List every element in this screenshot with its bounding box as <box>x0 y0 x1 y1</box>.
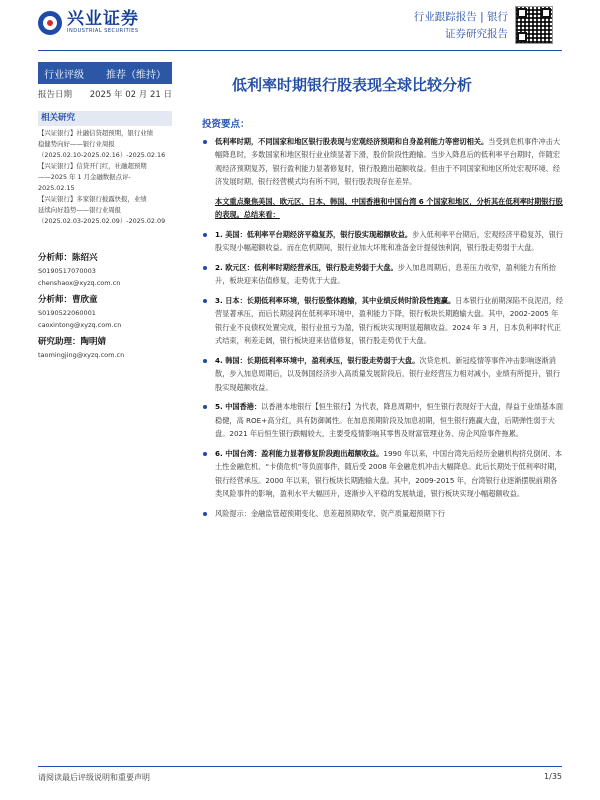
finding-item <box>202 400 564 441</box>
investment-heading: 投资要点： <box>202 119 250 130</box>
bullet-icon <box>203 405 207 409</box>
analyst-1 <box>38 252 176 289</box>
page-title: 低利率时期银行股表现全球比较分析 <box>232 76 473 94</box>
page-number: 1/35 <box>544 772 562 781</box>
bullet-icon <box>203 299 207 303</box>
analyst-name: 分析师：陈绍兴 <box>38 253 98 263</box>
finding-text: 步入低利率平台期后，宏观经济平稳复苏，银行股实现小幅超额收益。而在危机期间，银行业加大坏账和准备金计提侵蚀利润，银行股走势弱于大盘。 <box>215 229 564 252</box>
summary-paragraph <box>202 135 564 189</box>
related-item[interactable]: ——2025 年 1 月金融数据点评- <box>38 173 131 181</box>
related-item[interactable]: 【兴证银行】多家银行披露快报，业绩 <box>38 195 147 203</box>
related-item[interactable]: （2025.02.10-2025.02.16）-2025.02.16 <box>38 151 166 159</box>
related-item[interactable]: 稳健势向好——银行业周报 <box>38 140 115 148</box>
logo-en-text: INDUSTRIAL SECURITIES <box>67 28 139 34</box>
analyst-name: 研究助理：陶明婧 <box>38 337 107 347</box>
industry-rating <box>38 62 172 84</box>
finding-text: 1990 年以来，中国台湾先后经历金融机构挤兑倒闭、本土性金融危机、“卡债危机”等负面事件，随后受 2008 年金融危机冲击大幅降息。此后长期处于低利率时期，银行经营承压。2000 年以来，银行板块长期跑输大盘。其中，2009-2015 年，台湾银行业逐渐摆脱前期各类风险事件的影响，盈利水平大幅回升，逐渐步入平稳的发展轨道，银行板块实现小幅超额收益。 <box>215 448 563 498</box>
analyst-name: 分析师：曹欣童 <box>38 295 98 305</box>
analyst-email[interactable]: caoxintong@xyzq.com.cn <box>38 321 122 329</box>
finding-bold: 1. 美国：低利率平台期经济平稳复苏，银行股实现超额收益。 <box>215 229 413 239</box>
analyst-2 <box>38 294 176 331</box>
related-item[interactable]: 延续向好趋势——银行业周报 <box>38 206 122 214</box>
page-header <box>0 0 600 46</box>
header-divider <box>38 50 562 51</box>
finding-text: 以香港本地银行【恒生银行】为代表，降息周期中，恒生银行表现好于大盘，得益于业绩基本面稳健，高 ROE+高分红，具有防御属性。在加息预期阶段及加息初期，恒生银行跑赢大盘，后期弹性弱于大盘。2021 年后恒生银行跌幅较大，主要受疫情影响其零售及财富管理业务、房企风险事件拖累。 <box>215 402 564 438</box>
related-item[interactable]: 【兴证银行】社融信贷超预期，银行业绩 <box>38 129 154 137</box>
focus-statement: 本文重点聚焦美国、欧元区、日本、韩国、中国香港和中国台湾 6 个国家和地区，分析其在低利率时期银行股的表现。总结来看： <box>215 196 563 219</box>
risk-warning <box>202 507 564 521</box>
logo-icon <box>38 11 62 35</box>
bullet-icon <box>203 266 207 270</box>
company-logo <box>38 10 139 35</box>
report-type-line: 行业跟踪报告 | 银行 <box>413 11 508 23</box>
finding-text: 日本银行业前期深陷不良泥沼，经营显著承压，而后长期浸润在低利率环境中，盈利能力下降，银行板块长期跑输大盘。其中，2002-2005 年银行业不良债权处置完成，银行业扭亏为盈，银行板块实现明显超额收益。2024 年 3 月，日本负利率时代正式结束，利差走阔，银行板块迎来估值修复，银行股走势优于大盘。 <box>215 295 564 345</box>
report-subtitle: 证券研究报告 <box>445 28 508 40</box>
related-research-list <box>38 128 176 227</box>
rating-value: 推荐（维持） <box>106 69 166 81</box>
bullet-icon <box>203 140 207 144</box>
finding-item <box>202 294 564 348</box>
analyst-id: S0190522060001 <box>38 309 96 317</box>
main-content <box>202 118 564 520</box>
report-type-block <box>398 10 508 41</box>
report-date-value: 2025 年 02 月 21 日 <box>89 90 172 100</box>
related-item[interactable]: 2025.02.15 <box>38 184 75 192</box>
finding-item <box>202 261 564 288</box>
report-industry: 银行 <box>487 11 508 23</box>
finding-item <box>202 228 564 255</box>
finding-text: 次贷危机、新冠疫情等事件冲击影响逐渐消散，步入加息周期后，以及韩国经济步入高质量发展阶段后，银行业经营压力相对减小，业绩有所提升，银行股实现超额收益。 <box>215 355 561 392</box>
qr-code-icon <box>515 6 553 44</box>
analyst-id: S0190517070003 <box>38 267 96 275</box>
finding-item <box>202 447 564 501</box>
bullet-icon <box>203 233 207 237</box>
report-date-label: 报告日期 <box>38 90 73 100</box>
footer-divider <box>38 766 562 767</box>
analyst-3 <box>38 336 176 361</box>
finding-text: 步入加息周期后，息差压力收窄，盈利能力有所抬升，板块迎来估值修复，走势优于大盘。 <box>215 262 556 285</box>
related-item[interactable]: （2025.02.03-2025.02.09）-2025.02.09 <box>38 217 166 225</box>
summary-bold: 低利率时期，不同国家和地区银行股表现与宏观经济预期和自身盈利能力等密切相关。 <box>215 136 489 146</box>
bullet-icon <box>203 359 207 363</box>
analyst-email[interactable]: chenshaox@xyzq.com.cn <box>38 279 121 287</box>
risk-text: 风险提示：金融监管超预期变化、息差超预期收窄、资产质量超预期下行 <box>215 508 446 518</box>
finding-bold: 3. 日本：长期低利率环境，银行股整体跑输，其中业绩反转时阶段性跑赢。 <box>215 295 456 305</box>
related-research-heading: 相关研究 <box>38 111 172 126</box>
footer-disclaimer: 请阅读最后评级说明和重要声明 <box>38 773 150 782</box>
finding-bold: 4. 韩国：长期低利率环境中，盈利承压，银行股走势弱于大盘。 <box>215 355 420 365</box>
logo-cn-text: 兴业证券 <box>67 9 139 29</box>
finding-bold: 5. 中国香港： <box>215 402 262 411</box>
finding-item <box>202 354 564 395</box>
summary-text: 当受到危机事件冲击大幅降息时，多数国家和地区银行业业绩显著下滑，股价阶段性跑输。当步入降息后的低利率平台期时，伴随宏观经济预期复苏，银行盈利能力显著修复时，银行股跑出超额收益。但由于不同国家和地区所处宏观环境、经济发展时期、银行经营模式均有所不同，银行股表现存在差异。 <box>215 136 561 186</box>
bullet-icon <box>203 512 207 516</box>
finding-bold: 2. 欧元区：低利率时期经营承压，银行股走势弱于大盘。 <box>215 262 398 272</box>
finding-bold: 6. 中国台湾：盈利能力显著修复阶段跑出超额收益。 <box>215 448 384 458</box>
related-item[interactable]: 【兴证银行】信贷开门红，社融超预期 <box>38 162 147 170</box>
report-date <box>38 88 172 100</box>
rating-label: 行业评级 <box>44 69 84 81</box>
report-type: 行业跟踪报告 <box>413 11 477 23</box>
bullet-icon <box>203 452 207 456</box>
analyst-email[interactable]: taomingjing@xyzq.com.cn <box>38 351 125 359</box>
